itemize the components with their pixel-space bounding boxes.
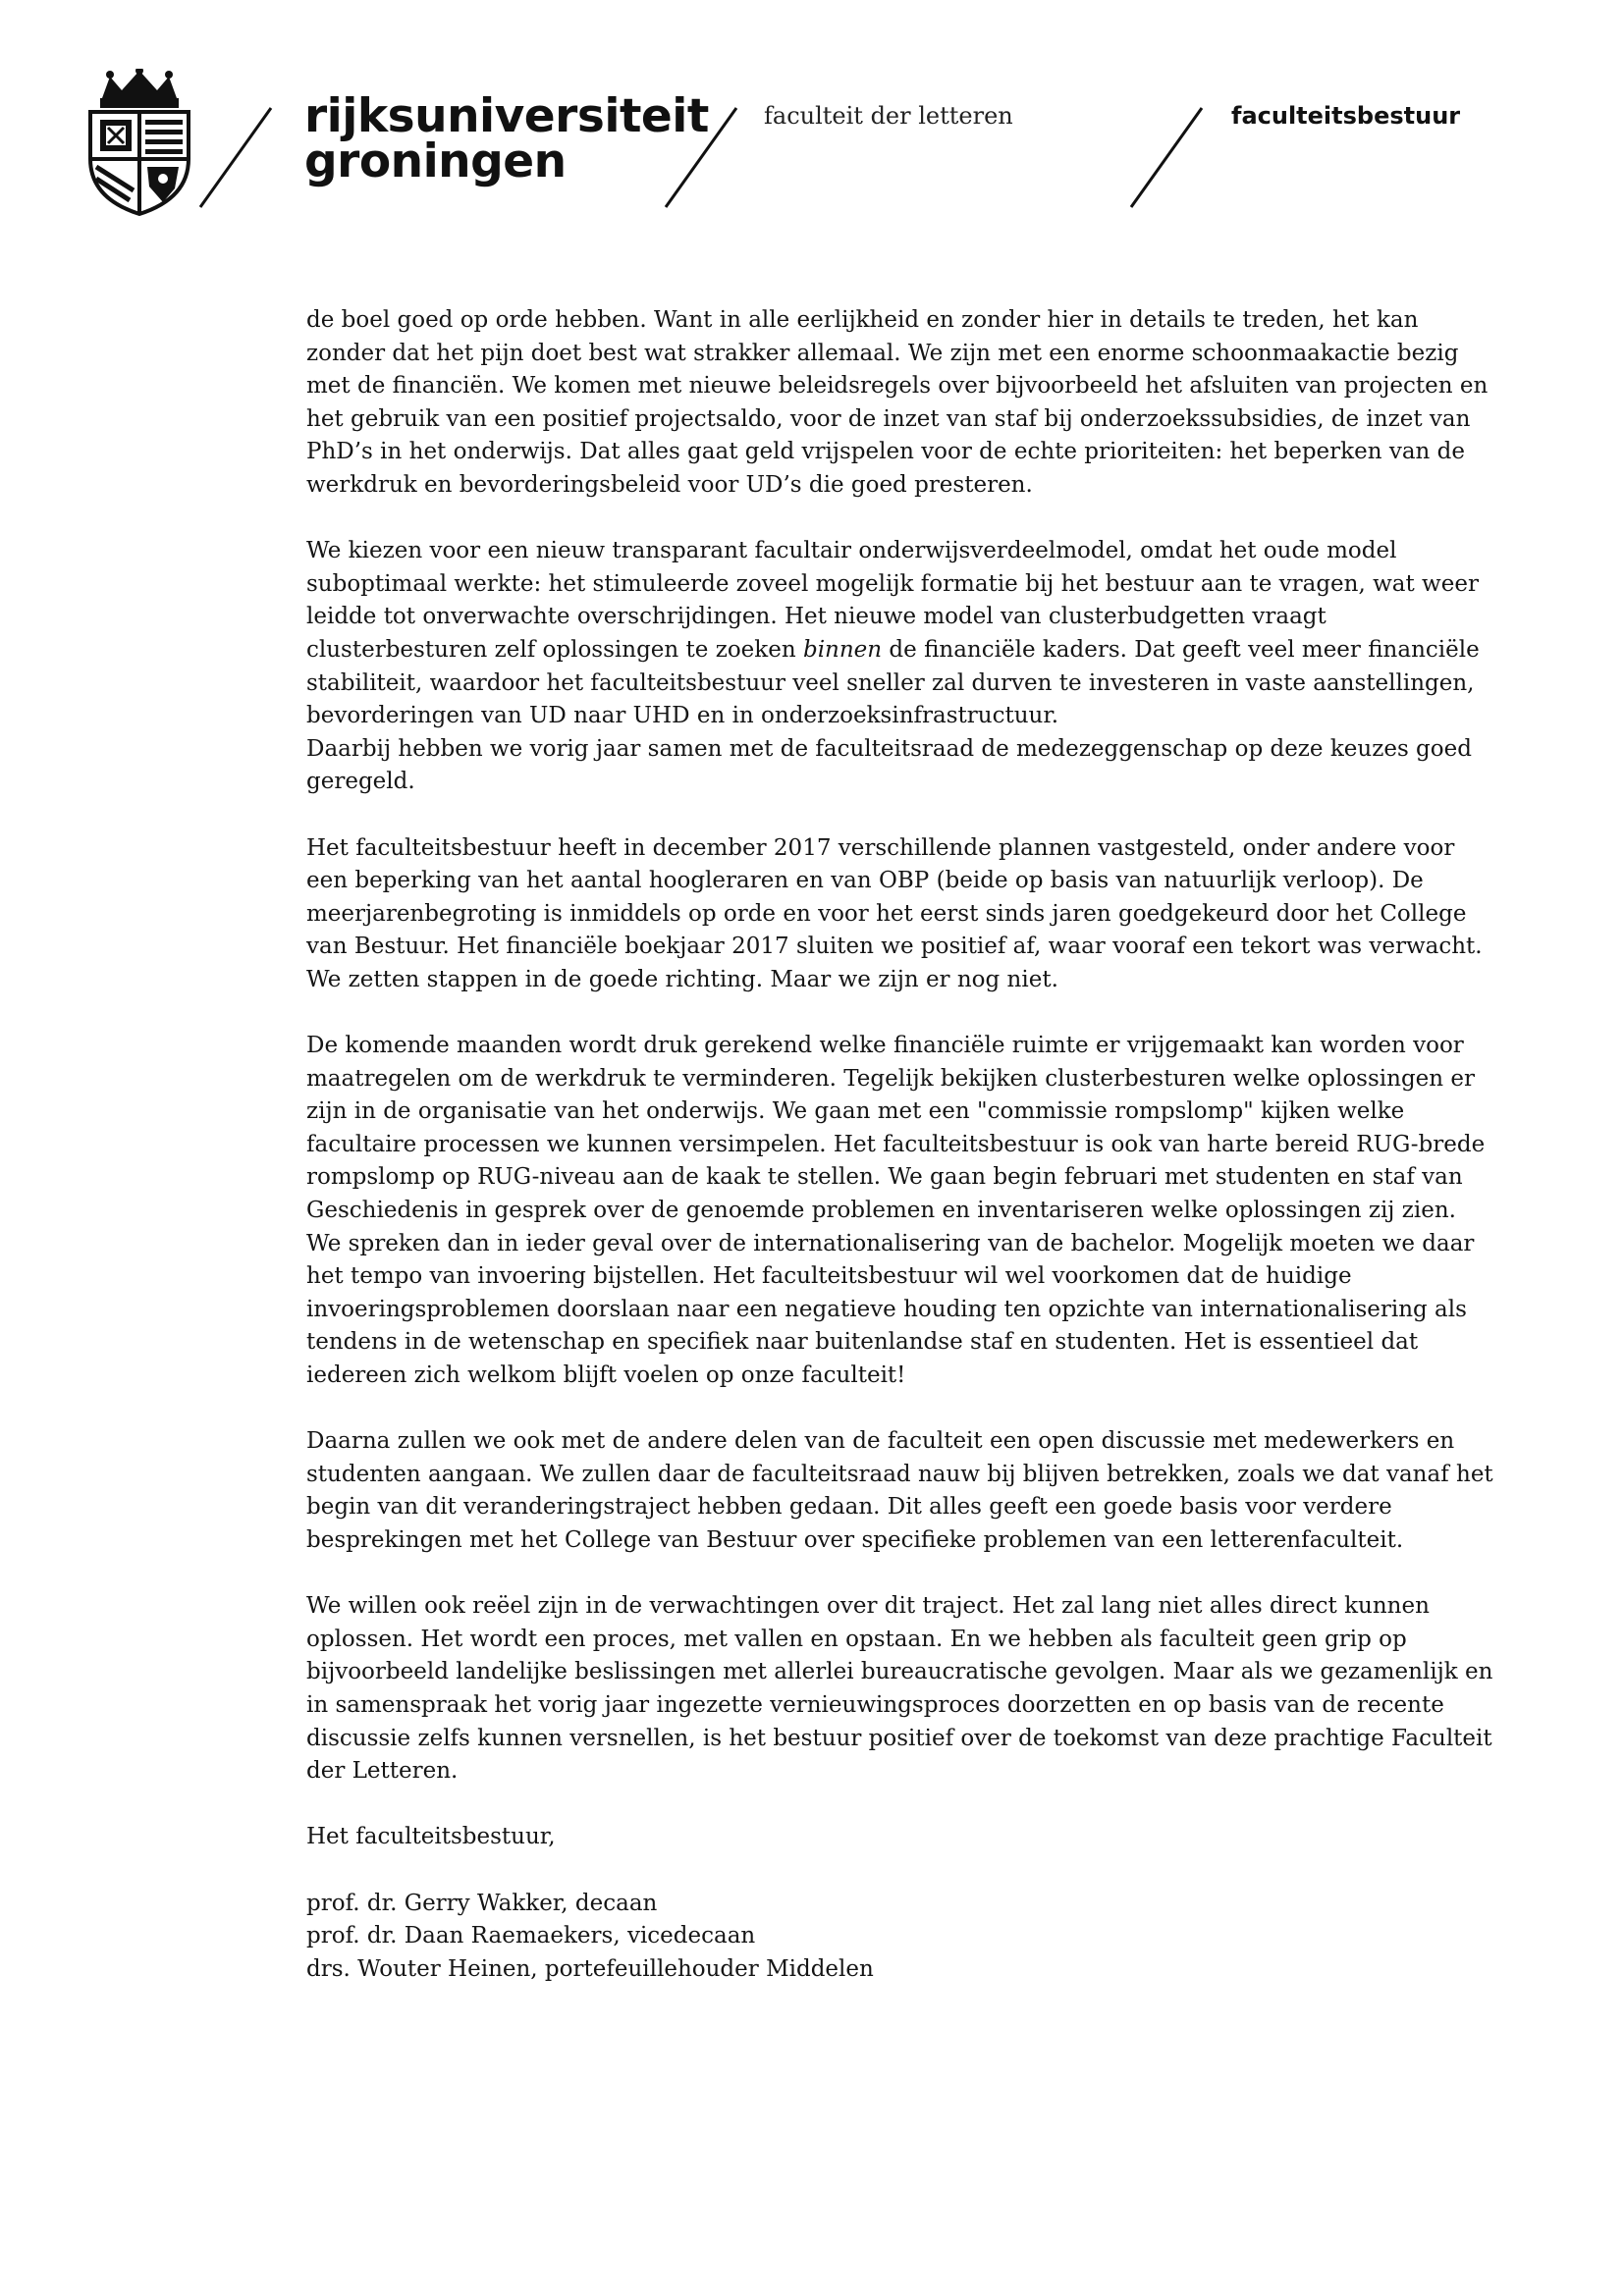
paragraph-4: Het faculteitsbestuur heeft in december 2017 verschillende plannen vastgesteld, onder andere voor een beperking van het aantal hoogleraren en van OBP (beide op basis van natuurlijk verloop). De meerjarenbegroting is inmiddels op orde en voor het eerst sinds jaren goedgekeurd door het College van Bestuur. Het financiële boekjaar 2017 sluiten we positief af, waar vooraf een tekort was verwacht. We zetten stappen in de goede richting. Maar we zijn er nog niet. — [306, 834, 1483, 992]
paragraph-6: Daarna zullen we ook met de andere delen van de faculteit een open discussie met medewerkers en studenten aangaan. We zullen daar de faculteitsraad nauw bij blijven betrekken, zoals we dat vanaf het begin van dit veranderingstraject hebben gedaan. Dit alles geeft een goede basis voor verdere besprekingen met het College van Bestuur over specifieke problemen van een letterenfaculteit. — [306, 1428, 1493, 1553]
paragraph-7: We willen ook reëel zijn in de verwachtingen over dit traject. Het zal lang niet alles direct kunnen oplossen. Het wordt een proces, met vallen en opstaan. En we hebben als faculteit geen grip op bijvoorbeeld landelijke beslissingen met allerlei bureaucratische gevolgen. Maar als we gezamenlijk en in samenspraak het vorig jaar ingezette vernieuwingsproces doorzetten en op basis van de recente discussie zelfs kunnen versnellen, is het bestuur positief over de toekomst van deze prachtige Faculteit der Letteren. — [306, 1593, 1493, 1785]
signer-decaan: prof. dr. Gerry Wakker, decaan — [306, 1890, 658, 1916]
signers-list — [306, 1888, 1494, 1987]
paragraph-2-part-a: We kiezen voor een nieuw transparant facultair onderwijsverdeelmodel, omdat het oude model suboptimaal werkte: het stimuleerde zoveel mogelijk formatie bij het bestuur aan te vragen, wat weer leidde tot onverwachte overschrijdingen. Het nieuwe model van clusterbudgetten vraagt clusterbesturen zelf oplossingen te zoeken — [306, 538, 1479, 663]
university-crest-logo — [84, 69, 194, 216]
closing-salutation: Het faculteitsbestuur, — [306, 1824, 556, 1850]
paragraph-2-part-b: de financiële kaders. Dat geeft veel meer financiële stabiliteit, waardoor het faculteitsbestuur veel sneller zal durven te investeren in vaste aanstellingen, bevorderingen van UD naar UHD en in onderzoeksinfrastructuur. — [306, 636, 1480, 729]
paragraph-1: de boel goed op orde hebben. Want in alle eerlijkheid en zonder hier in details te treden, het kan zonder dat het pijn doet best wat strakker allemaal. We zijn met een enorme schoonmaakactie bezig met de financiën. We komen met nieuwe beleidsregels over bijvoorbeeld het afsluiten van projecten en het gebruik van een positief projectsaldo, voor de inzet van staf bij onderzoekssubsidies, de inzet van PhD’s in het onderwijs. Dat alles gaat geld vrijspelen voor de echte prioriteiten: het beperken van de werkdruk en bevorderingsbeleid voor UD’s die goed presteren. — [306, 307, 1489, 498]
faculty-name: faculteit der letteren — [764, 102, 1013, 130]
paragraph-5: De komende maanden wordt druk gerekend welke financiële ruimte er vrijgemaakt kan worden voor maatregelen om de werkdruk te verminderen. Tegelijk bekijken clusterbesturen welke oplossingen er zijn in de organisatie van het onderwijs. We gaan met een "commissie rompslomp" kijken welke facultaire processen we kunnen versimpelen. Het faculteitsbestuur is ook van harte bereid RUG-brede rompslomp op RUG-niveau aan de kaak te stellen. We gaan begin februari met studenten en staf van Geschiedenis in gesprek over de genoemde problemen en inventariseren welke oplossingen zij zien. We spreken dan in ieder geval over de internationalisering van de bachelor. Mogelijk moeten we daar het tempo van invoering bijstellen. Het faculteitsbestuur wil wel voorkomen dat de huidige invoeringsproblemen doorslaan naar een negatieve houding ten opzichte van internationalisering als tendens in de wetenschap en specifiek naar buitenlandse staf en studenten. Het is essentieel dat iedereen zich welkom blijft voelen op onze faculteit! — [306, 1033, 1486, 1388]
paragraph-2-emphasis: binnen — [802, 636, 883, 663]
letter-body — [306, 304, 1494, 1986]
letterhead-slash-1 — [196, 106, 275, 209]
letterhead-slash-3 — [1127, 106, 1206, 209]
university-name-line2: groningen — [304, 134, 567, 188]
university-name-line1: rijksuniversiteit — [304, 89, 709, 143]
paragraph-2 — [306, 535, 1494, 733]
signer-portefeuillehouder: drs. Wouter Heinen, portefeuillehouder Middelen — [306, 1955, 874, 1982]
signer-vicedecaan: prof. dr. Daan Raemaekers, vicedecaan — [306, 1923, 756, 1949]
university-name — [304, 89, 709, 188]
letterhead-slash-2 — [662, 106, 740, 209]
paragraph-3: Daarbij hebben we vorig jaar samen met de faculteitsraad de medezeggenschap op deze keuzes goed geregeld. — [306, 735, 1472, 795]
board-name: faculteitsbestuur — [1231, 102, 1461, 130]
letterhead — [0, 0, 1624, 255]
